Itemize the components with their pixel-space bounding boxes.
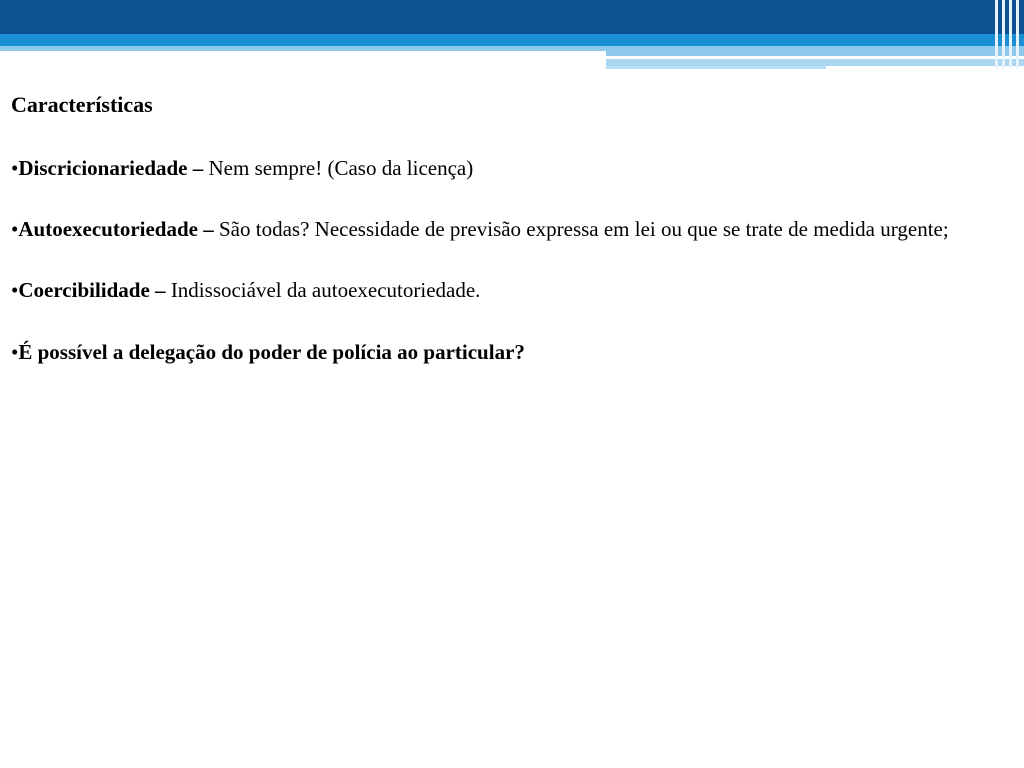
header-band-thin	[606, 66, 826, 69]
bullet-text: São todas? Necessidade de previsão expressa em lei ou que se trate de medida urgente;	[213, 217, 949, 241]
slide-header-decoration	[0, 0, 1024, 72]
bullet-term: Coercibilidade –	[18, 278, 166, 302]
bullet-term: Autoexecutoriedade –	[18, 217, 214, 241]
header-band-dark	[0, 0, 1024, 34]
header-stripe	[1009, 0, 1012, 68]
header-band-mid	[0, 34, 1024, 46]
bullet-item-question	[11, 338, 1013, 367]
bullet-item-discricionariedade	[11, 154, 1013, 183]
header-stripe	[1002, 0, 1005, 68]
bullet-text: Nem sempre! (Caso da licença)	[203, 156, 474, 180]
header-band-pale	[606, 59, 1024, 66]
bullet-marker: •	[11, 340, 19, 364]
bullet-marker: •	[11, 217, 19, 241]
bullet-marker: •	[11, 278, 19, 302]
header-band-light-right	[606, 46, 1024, 56]
slide-title: Características	[11, 92, 153, 117]
bullet-marker: •	[11, 156, 19, 180]
bullet-item-autoexecutoriedade	[11, 215, 1013, 244]
bullet-item-coercibilidade	[11, 276, 1013, 305]
slide-body	[11, 88, 1013, 367]
bullet-term: Discricionariedade –	[18, 156, 204, 180]
bullet-question: É possível a delegação do poder de polícia ao particular?	[18, 340, 525, 364]
bullet-text: Indissociável da autoexecutoriedade.	[165, 278, 481, 302]
header-band-light-left	[0, 46, 606, 51]
header-stripe	[995, 0, 998, 68]
header-stripe	[1016, 0, 1019, 68]
